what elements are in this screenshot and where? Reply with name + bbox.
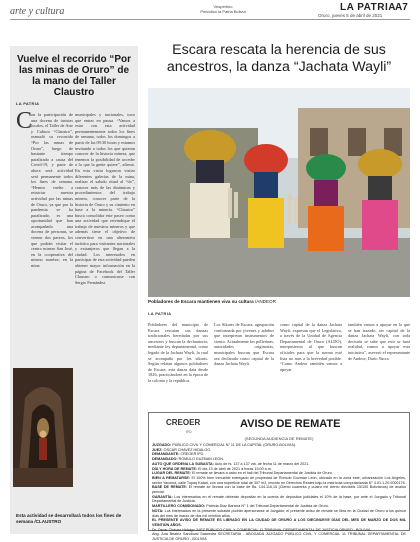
section-label: arte y cultura <box>10 6 65 17</box>
edition-line: Vespertino <box>213 4 233 9</box>
notice-line <box>152 509 406 518</box>
edition-line: Periódico la Patria Bolivia <box>200 9 246 14</box>
notice-body <box>152 443 407 542</box>
drop-cap: C <box>16 108 33 134</box>
notice-subtitle: (SEGUNDA AUDIENCIA DE REMATE) <box>244 436 314 441</box>
mine-tunnel-photo <box>13 368 73 487</box>
creoer-logo-sub: IFD <box>186 430 192 434</box>
notice-line-label: JUZGADO: <box>152 443 172 447</box>
notice-line-label: DÍA Y HORA DE REMATE: <box>152 466 198 471</box>
dance-photo <box>148 88 410 297</box>
notice-line-text: El día 13 de abril de 2021 a horas 15:00 a.m. <box>197 466 272 471</box>
notice-line-text: Patricia Diaz Barrera N° 1 del Tribunal Departamental de Justicia de Oruro. <box>205 504 329 509</box>
left-story-kicker: LA PATRIA <box>16 101 40 106</box>
left-story-body: on la participación de una docena de turistas locales, el Taller de Arte y Cultura “Claustro”, reanudó su recorrido “Por las minas de Oruro”, luego de bastante tiempo paralizado a causa del Covid-19, y parte de ahora será actividad será permanente todos los fines de semana. “Hemos vuelto a reiniciar nuestra actividad por las minas de Oruro, ya que por la pandemia se ha paralizado, es una oportunidad que han acompañado una docena de personas, se vienen dos paseos, los que podrán visitar el centro minero San José, en la cooperativa del mismo nombre, en la mina <box>31 112 73 269</box>
notice-title: AVISO DE REMATE <box>240 418 341 430</box>
main-story-column: como capital de la danza Jachata Wayli, expresan que el Legislativo, a través de la Unidad de Agencia Departamental de Oruro (ALDO), interpusieron al que buscan oficiales para que la norma esté lista no más a la brevedad posible. “Como Andeor también vamos a apoyar <box>280 322 342 372</box>
notice-line-text: Dr. Oscar Chávez Hidalgo JUEZ PÚBLICO CIVIL Y COMERCIAL 11 TRIBUNAL DEPARTAMENTAL DE JUSTICIA ORURO - BOLIVIA <box>152 527 371 532</box>
notice-line-label: LUGAR DEL REMATE: <box>152 471 191 476</box>
mine-tunnel-image <box>13 368 73 487</box>
notice-line-label: AUTO QUE ORDENA LA SUBASTA: <box>152 461 214 466</box>
notice-line-text: OSCAR CHAVEZ HIDALGO. <box>162 447 212 452</box>
notice-line-text: Abg. Ana Beatriz Sandoval Saavedra SECRETARIA - ABOGADA JUZGADO PÚBLICO CIVIL Y COMERCIAL 11 TRIBUNAL DEPARTAMENTAL DE JUSTICIA DE ORURO - BOLIVIA <box>152 532 406 542</box>
notice-line-text: El remate se llevará con la base de Bs. 144.116,15 (Ciento cuarenta y cuatro mil ciento dieciséis 15/100 Bolivianos) de avalúo pericial. <box>152 485 406 495</box>
notice-line-text: El remate se llevara a cabo en el hall del Tribunal Departamental de Justicia de Oruro. <box>191 471 333 476</box>
notice-line-text: CREOER IFD. <box>179 452 205 457</box>
notice-line <box>152 532 406 541</box>
masthead: LA PATRIA <box>340 2 396 13</box>
main-story-headline: Escara rescata la herencia de sus ancestros, la danza “Jachata Wayli” <box>166 42 392 75</box>
left-photo-caption: Esta actividad se desarrollará todos los fines de semana /CLAUSTRO <box>16 513 122 524</box>
main-photo-caption <box>148 299 410 304</box>
notice-line-text: Los interesados en la presente subasta podrán apersonarse al Juzgado; el presente aviso de remate se libra en la Ciudad de Oruro a los quince días del mes de marzo de dos mil veintiún años. <box>152 508 406 518</box>
notice-line-label: DEMANDADO: <box>152 457 178 462</box>
notice-line-label: DEMANDANTE: <box>152 452 180 457</box>
main-story-column: Los Sikuris de Escara, agrupación conformada por jóvenes y adultos que interpretan instrumentos de viento. Actualmente las pollerinas, autoridades originarias, municipales buscan que Escara sea declarado como capital de la danza Jachata Wayli. <box>214 322 274 367</box>
notice-line-label: GARANTÍA: <box>152 494 173 499</box>
notice-line-label: MARTILLERO COMISIONADO: <box>152 504 206 509</box>
notice-line <box>152 518 406 527</box>
left-story-headline: Vuelve el recorrido “Por las minas de Oruro” de la mano del Taller Claustro <box>16 54 132 98</box>
left-story-body: municipales y nacionales, tuvo que entrar en pausa. “Vamos a estar con esta actividad permanentemente todos los fines de semana, todos los domingos a partir de las 09:30 horas y estamos invitando a todos los que quieran conocer de la historia minera, que tenemos la posibilidad de acceder a lo que la gente quiere”, afirmó. En esta visita lograron visitar diferentes galerías de la mina, realizar el saludo ritual al “tío”, conocer más de las dinámicas y procedimientos del trabajo minero, conocer parte de la historia de Oruro y su cimiento en base a la minería. “Claustro” busca consolidar este paseo como una actividad que reivindique el trabajo de nuestros mineros y que además tiene el objetivo de convertirse en una alternativa turística para visitantes nacionales y extranjeros que llegan a la ciudad. Los interesados en participar de esta actividad pueden obtener mayor información en la página de Facebook del Taller Claustro o comunicarse con Sergio Fernández. <box>75 112 135 285</box>
notice-line-text: ROMULO GUZMAN LEON. <box>177 457 224 462</box>
notice-line-label: BASE DE REMATE: <box>152 485 188 490</box>
date-line: Oruro, jueves 5 de abril de 2021 <box>318 13 383 18</box>
main-story-column: también vamos a apoyar en lo que se han trazado, ser capital de la danza Jachata Wayli, con toda decisión se sabe que esto se hará realidad, vamos a apoyar esta iniciativa”, aseveró el representante de Andeor, Darío Yucra. <box>348 322 410 361</box>
notice-line <box>152 476 406 485</box>
notice-line-text: Los interesados en el remate deberán depositar en la cuenta de depósitos judiciales el 10% de la base, por ante el Juzgado y Tribunal Departamental de Justicia. <box>152 494 406 504</box>
edition-info <box>188 4 258 14</box>
notice-line-label: JUEZ: <box>152 447 163 452</box>
header-divider <box>10 19 410 20</box>
main-story-kicker: LA PATRIA <box>148 311 172 316</box>
notice-line-label: NOTA: <box>152 508 164 513</box>
notice-line-text: PÚBLICO CIVIL Y COMERCIAL N° 11 DE LA CAPITAL (ORURO-BOLIVIA). <box>171 443 297 447</box>
page-number: A7 <box>395 2 408 13</box>
dancers-image <box>148 88 410 297</box>
notice-line <box>152 485 406 494</box>
notice-line-label: BIEN A REMATARSE: <box>152 475 191 480</box>
main-story-column: Pobladores del municipio de Escara rescatan sus danzas tradicionales heredadas por sus ancestros y buscan la declaratoria, mediante ley departamental, como legado de la Jachata Wayli, la cual se acompaña por los sikuris. Según relatan algunos pobladores de Escara, esta danza data desde 1826, practicándose en la época de la colonia y la república. <box>148 322 208 383</box>
caption-credit: /ANDEOR <box>253 299 276 304</box>
notice-line-text: El 100% bien inmueble entregado de propiedad de Romulo Guzman León, ubicado en la zona este, urbanización Los Angeles, sector Yacoma, calle Tupaq Katari, con una superficie total de 307 m2, inscrito en Derechos Reales bajo la matrícula computarizada N° 4.01.1.20.0000176. <box>152 475 407 485</box>
creoer-logo: CREOER <box>166 418 201 427</box>
notice-line <box>152 495 406 504</box>
caption-text: Pobladores de Escara mantienen viva su cultura <box>148 299 254 304</box>
notice-line-text: Auto de fs. 137 a 137 vta. de fecha 11 de marzo del 2021. <box>213 461 310 466</box>
notice-line-label: EL PRESENTE AVISO DE REMATE ES LIBRADO EN LA CIUDAD DE ORURO A LOS DIECINUEVE DÍAS DEL MES DE MARZO DE DOS MIL VEINTIÚN AÑOS. <box>152 518 406 527</box>
